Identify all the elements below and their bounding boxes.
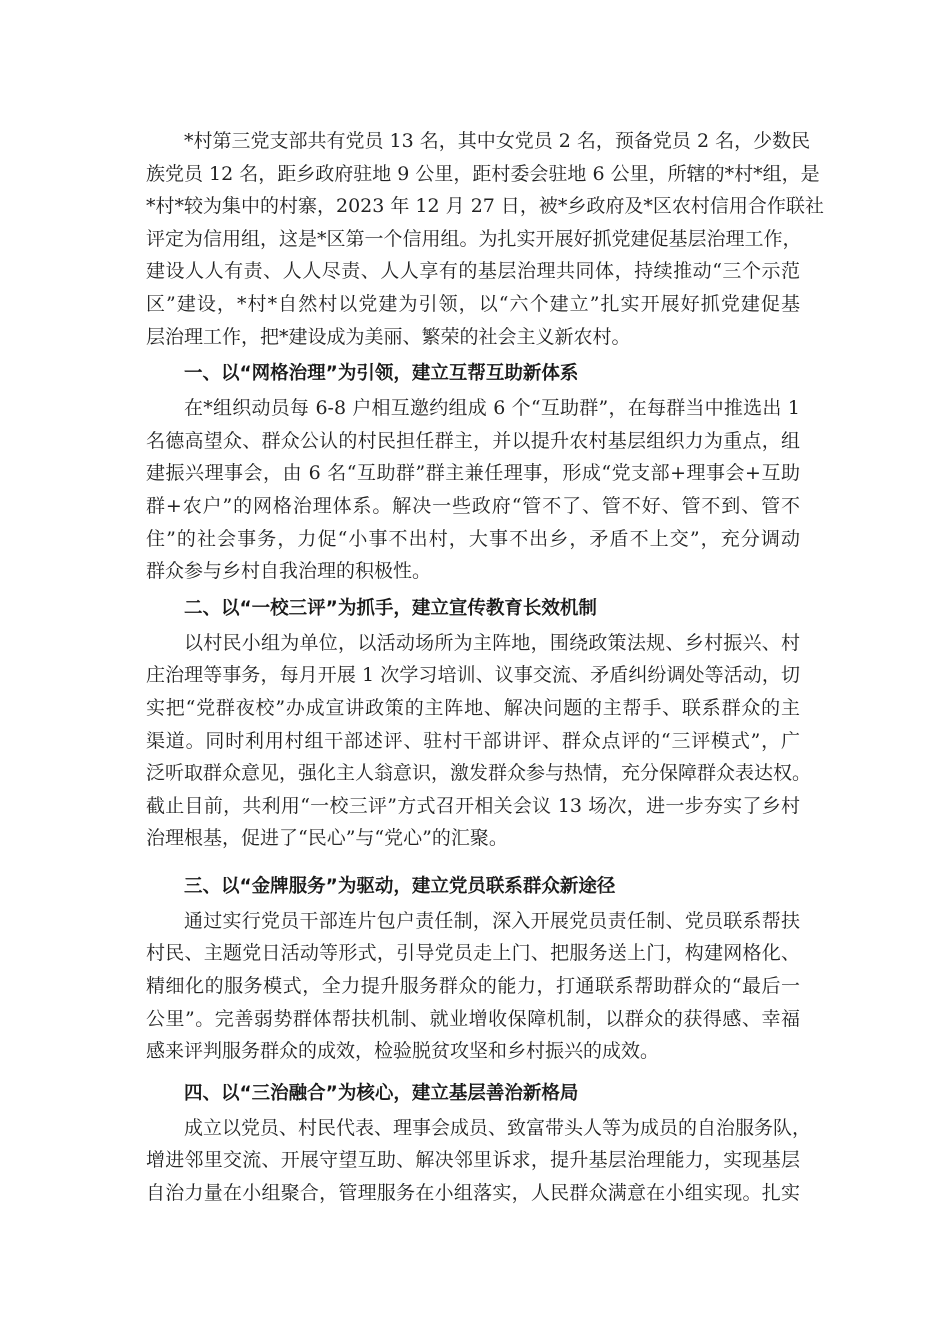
- text-line: 区”建设，*村*自然村以党建为引领，以“六个建立”扎实开展好抓党建促基: [146, 292, 800, 315]
- intro-paragraph: [146, 125, 824, 353]
- text-line: *村第三党支部共有党员 13 名，其中女党员 2 名，预备党员 2 名，少数民: [184, 130, 811, 152]
- text-line: 感来评判服务群众的成效，检验脱贫攻坚和乡村振兴的成效。: [146, 1040, 660, 1063]
- text-line: 建振兴理事会，由 6 名“互助群”群主兼任理事，形成“党支部+理事会+互助: [146, 462, 800, 485]
- text-line: 公里”。完善弱势群体帮扶机制、就业增收保障机制，以群众的获得感、幸福: [146, 1007, 800, 1030]
- text-line: 增进邻里交流、开展守望互助、解决邻里诉求，提升基层治理能力，实现基层: [146, 1149, 800, 1172]
- section-paragraph: [146, 392, 800, 588]
- text-line: 建设人人有责、人人尽责、人人享有的基层治理共同体，持续推动“三个示范: [146, 260, 800, 283]
- text-line: 群众参与乡村自我治理的积极性。: [146, 560, 432, 583]
- text-line: 名德高望众、群众公认的村民担任群主，并以提升农村基层组织力为重点，组: [146, 429, 800, 452]
- text-line: 住”的社会事务，力促“小事不出村，大事不出乡，矛盾不上交”，充分调动: [146, 527, 800, 550]
- text-line: *村*较为集中的村寨，2023 年 12 月 27 日，被*乡政府及*区农村信用合作联社: [146, 195, 824, 218]
- text-line: 村民、主题党日活动等形式，引导党员走上门、把服务送上门，构建网格化、: [146, 942, 800, 965]
- text-line: 自治力量在小组聚合，管理服务在小组落实，人民群众满意在小组实现。扎实: [146, 1182, 800, 1205]
- text-line: 治理根基，促进了“民心”与“党心”的汇聚。: [146, 827, 508, 850]
- text-line: 评定为信用组，这是*区第一个信用组。为扎实开展好抓党建促基层治理工作，: [146, 227, 802, 250]
- text-line: 群+农户”的网格治理体系。解决一些政府“管不了、管不好、管不到、管不: [146, 494, 800, 517]
- text-line: 层治理工作，把*建设成为美丽、繁荣的社会主义新农村。: [146, 325, 631, 348]
- text-line: 成立以党员、村民代表、理事会成员、致富带头人等为成员的自治服务队，: [184, 1116, 812, 1139]
- text-line: 截止目前，共利用“一校三评”方式召开相关会议 13 场次，进一步夯实了乡村: [146, 794, 800, 817]
- text-line: 渠道。同时利用村组干部述评、驻村干部讲评、群众点评的“三评模式”，广: [146, 729, 800, 752]
- section-paragraph: [146, 627, 812, 855]
- text-line: 泛听取群众意见，强化主人翁意识，激发群众参与热情，充分保障群众表达权。: [146, 762, 812, 785]
- section-paragraph: [146, 905, 800, 1068]
- text-line: 通过实行党员干部连片包户责任制，深入开展党员责任制、党员联系帮扶: [184, 909, 800, 932]
- section-heading: 一、以“网格治理”为引领，建立互帮互助新体系: [184, 363, 579, 385]
- section-heading: 四、以“三治融合”为核心，建立基层善治新格局: [184, 1082, 579, 1104]
- text-line: 实把“党群夜校”办成宣讲政策的主阵地、解决问题的主帮手、联系群众的主: [146, 696, 800, 719]
- text-line: 族党员 12 名，距乡政府驻地 9 公里，距村委会驻地 6 公里，所辖的*村*组，是: [146, 162, 820, 185]
- text-line: 以村民小组为单位，以活动场所为主阵地，围绕政策法规、乡村振兴、村: [184, 631, 800, 654]
- section-paragraph: [146, 1112, 812, 1210]
- document-page: [146, 125, 824, 1210]
- section-heading: 二、以“一校三评”为抓手，建立宣传教育长效机制: [184, 597, 597, 619]
- text-line: 在*组织动员每 6-8 户相互邀约组成 6 个“互助群”，在每群当中推选出 1: [184, 397, 800, 420]
- text-line: 精细化的服务模式，全力提升服务群众的能力，打通联系帮助群众的“最后一: [146, 975, 800, 998]
- text-line: 庄治理等事务，每月开展 1 次学习培训、议事交流、矛盾纠纷调处等活动，切: [146, 664, 800, 687]
- section-heading: 三、以“金牌服务”为驱动，建立党员联系群众新途径: [184, 875, 616, 897]
